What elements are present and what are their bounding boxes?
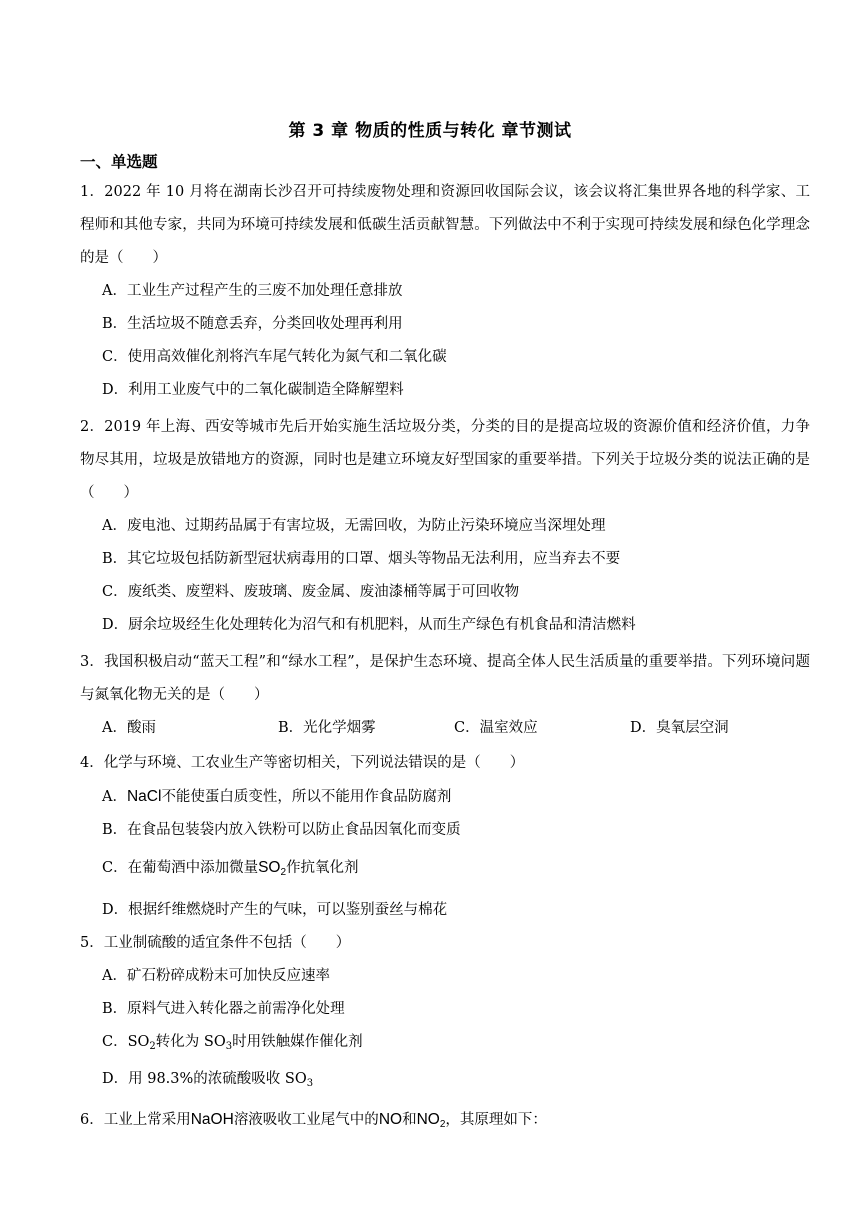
question-stem: 2．2019 年上海、西安等城市先后开始实施生活垃圾分类，分类的目的是提高垃圾的资源价值和经济价值，力争物尽其用，垃圾是放错地方的资源，同时也是建立环境友好型国家的重要举措。下列关于垃圾分类的说法正确的是（ ）: [80, 419, 810, 501]
option-b: B．光化学烟雾: [278, 720, 376, 736]
option-label: A．: [102, 789, 127, 805]
formula-no2: $NO_2$: [416, 1111, 446, 1130]
option-c: C．废纸类、废塑料、废玻璃、废金属、废油漆桶等属于可回收物: [102, 584, 520, 600]
question-3: [80, 646, 810, 745]
option-a: A．工业生产过程产生的三废不加处理任意排放: [102, 283, 403, 299]
option-c: C．$SO_2$转化为 $SO_3$时用铁触媒作催化剂: [102, 1034, 363, 1052]
option-a: A．酸雨: [102, 720, 156, 736]
option-a: A．矿石粉碎成粉末可加快反应速率: [102, 968, 330, 984]
question-stem: 4．化学与环境、工农业生产等密切相关，下列说法错误的是（ ）: [80, 755, 525, 771]
formula-nacl: NaCl: [126, 788, 162, 805]
option-text: C．在葡萄酒中添加微量: [102, 860, 259, 876]
option-d: D．臭氧层空洞: [630, 720, 729, 736]
page-title: 第 3 章 物质的性质与转化 章节测试: [288, 121, 572, 141]
question-stem: 6．工业上常采用: [80, 1112, 191, 1128]
option-text: 作抗氧化剂: [286, 860, 359, 876]
option-b: B．原料气进入转化器之前需净化处理: [102, 1001, 345, 1017]
option-a: [80, 780, 810, 814]
question-5: [80, 927, 810, 1100]
option-text: 不能使蛋白质变性，所以不能用作食品防腐剂: [161, 789, 452, 805]
question-1: [80, 176, 810, 407]
option-b: B．在食品包装袋内放入铁粉可以防止食品因氧化而变质: [102, 822, 461, 838]
option-c: [80, 847, 810, 894]
question-2: [80, 411, 810, 642]
option-row: [80, 712, 810, 745]
question-stem: 3．我国积极启动“蓝天工程”和“绿水工程”，是保护生态环境、提高全体人民生活质量的重要举措。下列环境问题与氮氧化物无关的是（ ）: [80, 654, 810, 703]
option-d: D．利用工业废气中的二氧化碳制造全降解塑料: [102, 382, 404, 398]
option-a: A．废电池、过期药品属于有害垃圾，无需回收，为防止污染环境应当深埋处理: [102, 518, 606, 534]
option-b: B．其它垃圾包括防新型冠状病毒用的口罩、烟头等物品无法利用，应当弃去不要: [102, 551, 621, 567]
formula-so2: $SO_2$: [258, 859, 287, 878]
formula-no: NO: [378, 1111, 403, 1128]
option-d: D．用 98.3%的浓硫酸吸收 $SO_3$: [102, 1071, 314, 1089]
question-6: 6．工业上常采用NaOH溶液吸收工业尾气中的NO和$NO_2$，其原理如下：: [80, 1111, 547, 1130]
option-d: D．根据纤维燃烧时产生的气味，可以鉴别蚕丝与棉花: [102, 902, 448, 918]
formula-naoh: NaOH: [190, 1111, 234, 1128]
option-c: C．使用高效催化剂将汽车尾气转化为氮气和二氧化碳: [102, 349, 447, 365]
option-d: D．厨余垃圾经生化处理转化为沼气和有机肥料，从而生产绿色有机食品和清洁燃料: [102, 617, 636, 633]
option-c: C．温室效应: [454, 720, 538, 736]
question-4: [80, 747, 810, 927]
question-stem: 5．工业制硫酸的适宜条件不包括（ ）: [80, 935, 351, 951]
question-stem: 1．2022 年 10 月将在湖南长沙召开可持续废物处理和资源回收国际会议，该会议将汇集世界各地的科学家、工程师和其他专家，共同为环境可持续发展和低碳生活贡献智慧。下列做法中不利于实现可持续发展和绿色化学理念的是（ ）: [80, 184, 810, 266]
section-heading: 一、单选题: [80, 153, 158, 171]
option-b: B．生活垃圾不随意丢弃，分类回收处理再利用: [102, 316, 403, 332]
